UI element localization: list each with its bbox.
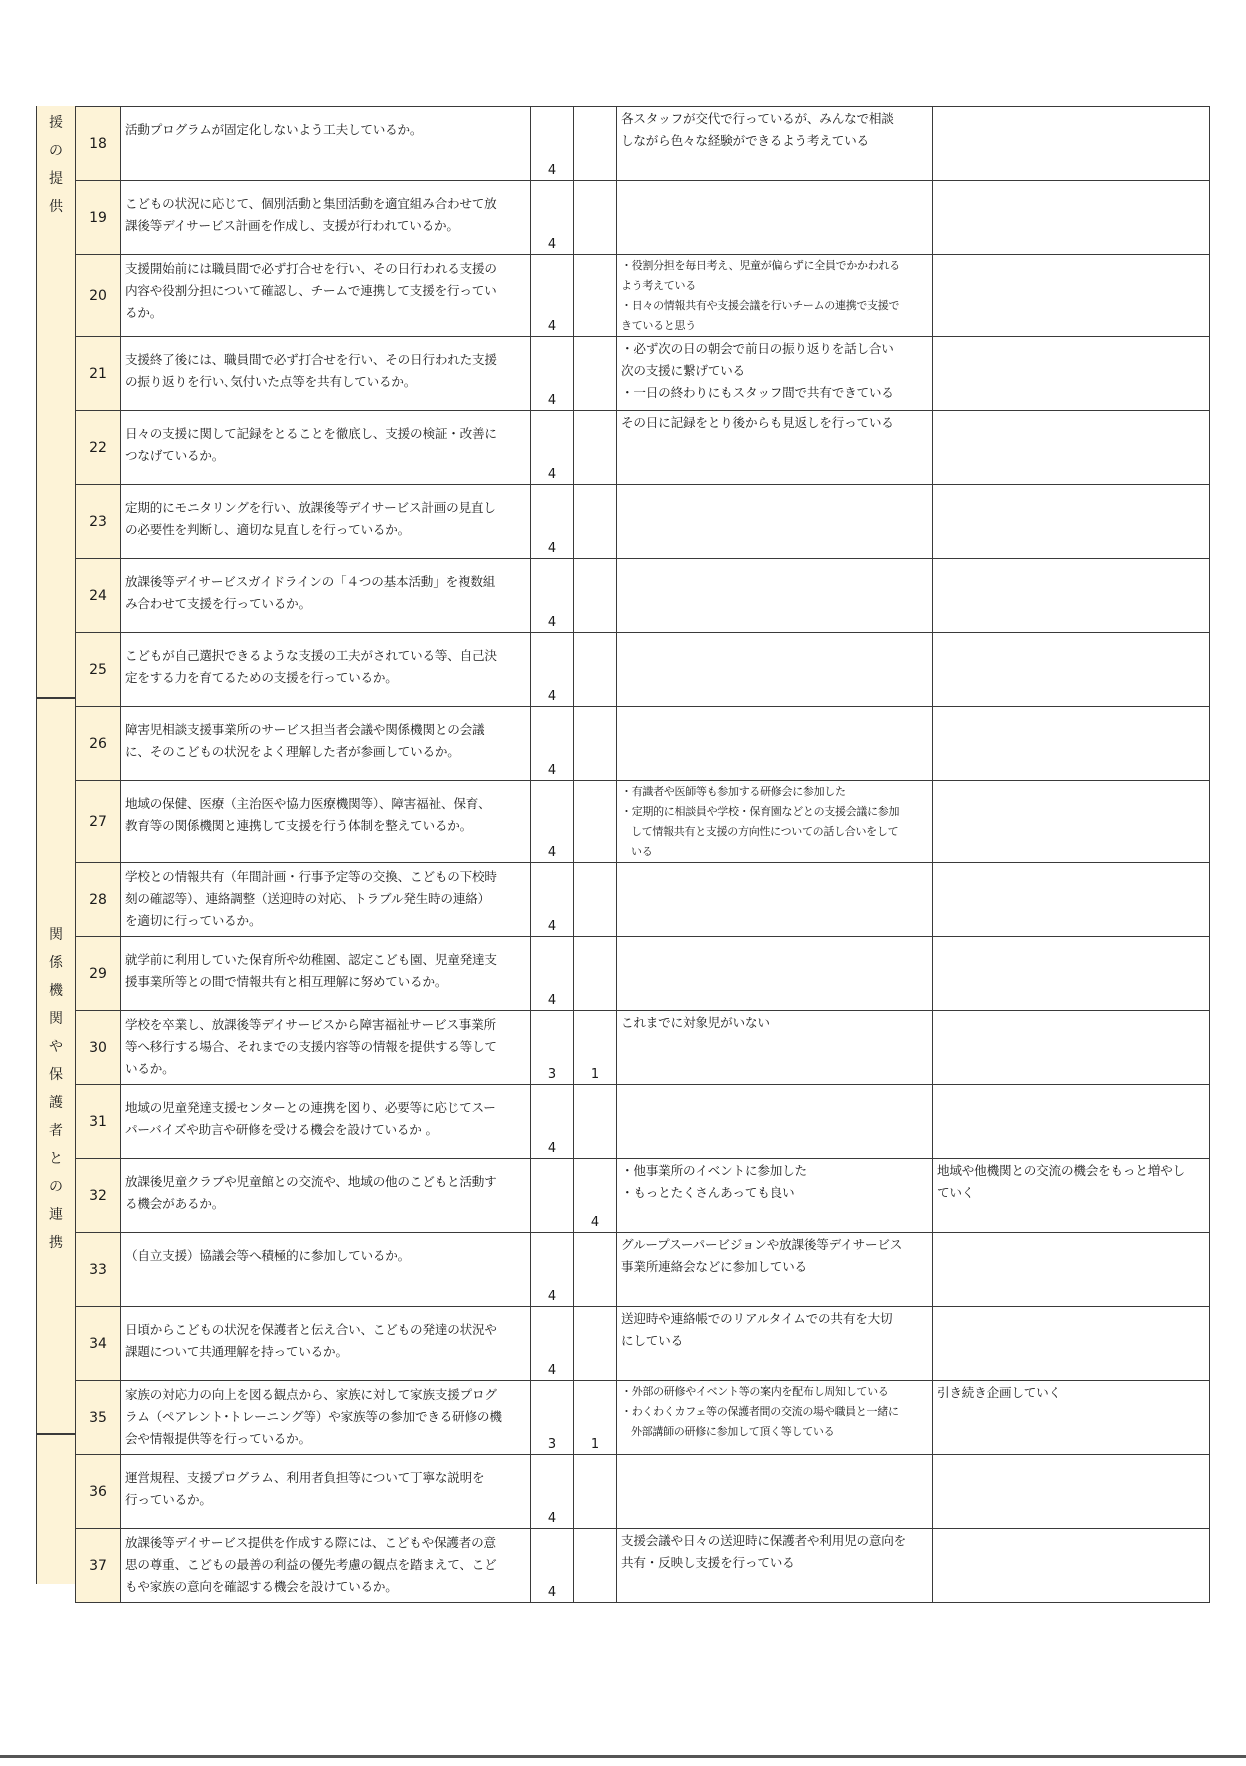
text-line: こどもの状況に応じて、個別活動と集団活動を適宜組み合わせて放 [125, 196, 497, 211]
text-line: その日に記録をとり後からも見返しを行っている [621, 415, 894, 430]
item-number: 29 [76, 937, 121, 1011]
text-line: ・役割分担を毎日考え、児童が偏らずに全員でかかわれる [621, 259, 900, 272]
no-count [574, 1233, 617, 1307]
text-line: ・外部の研修やイベント等の案内を配布し周知している [621, 1385, 889, 1398]
yes-count: 3 [531, 1011, 574, 1085]
text-line: る機会があるか。 [125, 1196, 225, 1211]
yes-count: 4 [531, 411, 574, 485]
item-number: 20 [76, 255, 121, 337]
text-line: 放課後等デイサービス提供を作成する際には、こどもや保護者の意 [125, 1535, 496, 1550]
text-line: 教育等の関係機関と連携して支援を行う体制を整えているか。 [125, 818, 473, 833]
text-line: 地域の保健、医療（主治医や協力医療機関等）、障害福祉、保育、 [125, 796, 491, 811]
text-line: ・必ず次の日の朝会で前日の振り返りを話し合い [621, 341, 894, 356]
no-count [574, 485, 617, 559]
item-number: 19 [76, 181, 121, 255]
comment-cell [617, 1381, 933, 1455]
table-row [76, 1529, 1210, 1603]
evaluation-rows [76, 107, 1210, 1603]
table-row [76, 485, 1210, 559]
text-line: 障害児相談支援事業所のサービス担当者会議や関係機関との会議 [125, 722, 485, 737]
question-cell [121, 107, 531, 181]
item-number: 31 [76, 1085, 121, 1159]
comment-cell [617, 1011, 933, 1085]
table-row [76, 559, 1210, 633]
question-cell [121, 1011, 531, 1085]
comment-cell [617, 255, 933, 337]
text-line: いるか。 [125, 1061, 175, 1076]
text-line: 放課後児童クラブや児童館との交流や、地域の他のこどもと活動す [125, 1174, 497, 1189]
item-number: 34 [76, 1307, 121, 1381]
item-number: 22 [76, 411, 121, 485]
yes-count: 4 [531, 181, 574, 255]
improvement-cell [933, 937, 1210, 1011]
text-line: 活動プログラムが固定化しないよう工夫しているか。 [125, 122, 423, 137]
text-line: 放課後等デイサービスガイドラインの「４つの基本活動」を複数組 [125, 574, 496, 589]
comment-cell [617, 107, 933, 181]
yes-count: 4 [531, 559, 574, 633]
question-cell [121, 337, 531, 411]
text-line: 課後等デイサービス計画を作成し、支援が行われているか。 [125, 218, 459, 233]
yes-count [531, 1159, 574, 1233]
table-row [76, 107, 1210, 181]
comment-cell [617, 1233, 933, 1307]
text-line: 共有・反映し支援を行っている [621, 1555, 795, 1570]
text-line: ・有識者や医師等も参加する研修会に参加した [621, 785, 846, 798]
improvement-cell [933, 1233, 1210, 1307]
table-row [76, 1307, 1210, 1381]
text-line: パーバイズや助言や研修を受ける機会を設けているか 。 [125, 1122, 438, 1137]
yes-count: 4 [531, 1307, 574, 1381]
item-number: 25 [76, 633, 121, 707]
text-line: よう考えている [621, 279, 696, 292]
no-count [574, 633, 617, 707]
text-line: ていく [937, 1185, 975, 1200]
yes-count: 4 [531, 485, 574, 559]
question-cell [121, 863, 531, 937]
table-row [76, 863, 1210, 937]
item-number: 30 [76, 1011, 121, 1085]
text-line: 支援開始前には職員間で必ず打合せを行い、その日行われる支援の [125, 261, 497, 276]
question-cell [121, 559, 531, 633]
item-number: 23 [76, 485, 121, 559]
table-row [76, 1381, 1210, 1455]
text-line: 運営規程、支援プログラム、利用者負担等について丁寧な説明を [125, 1470, 485, 1485]
table-row [76, 1085, 1210, 1159]
table-row [76, 337, 1210, 411]
comment-cell [617, 337, 933, 411]
text-line: ・定期的に相談員や学校・保育園などとの支援会議に参加 [621, 805, 900, 818]
text-line: ・日々の情報共有や支援会議を行いチームの連携で支援で [621, 299, 900, 312]
comment-cell [617, 411, 933, 485]
comment-cell [617, 781, 933, 863]
improvement-cell [933, 707, 1210, 781]
text-line: み合わせて支援を行っているか。 [125, 596, 311, 611]
improvement-cell [933, 1455, 1210, 1529]
text-line: の必要性を判断し、適切な見直しを行っているか。 [125, 522, 411, 537]
no-count [574, 707, 617, 781]
text-line: こどもが自己選択できるような支援の工夫がされている等、自己決 [125, 648, 497, 663]
question-cell [121, 1159, 531, 1233]
question-cell [121, 707, 531, 781]
question-cell [121, 1455, 531, 1529]
yes-count: 4 [531, 255, 574, 337]
no-count [574, 181, 617, 255]
text-line: にしている [621, 1333, 683, 1348]
text-line: 援事業所等との間で情報共有と相互理解に努めているか。 [125, 974, 448, 989]
comment-cell [617, 1159, 933, 1233]
table-row [76, 255, 1210, 337]
yes-count: 4 [531, 937, 574, 1011]
comment-cell [617, 1085, 933, 1159]
question-cell [121, 485, 531, 559]
text-line: もや家族の意向を確認する機会を設けているか。 [125, 1579, 398, 1594]
improvement-cell [933, 633, 1210, 707]
comment-cell [617, 1529, 933, 1603]
improvement-cell [933, 411, 1210, 485]
question-cell [121, 1233, 531, 1307]
text-line: グループスーパービジョンや放課後等デイサービス [621, 1237, 903, 1252]
no-count [574, 1455, 617, 1529]
text-line: 定をする力を育てるための支援を行っているか。 [125, 670, 398, 685]
improvement-cell [933, 107, 1210, 181]
text-line: 等へ移行する場合、それまでの支援内容等の情報を提供する等して [125, 1039, 497, 1054]
improvement-cell [933, 1159, 1210, 1233]
no-count: 1 [574, 1011, 617, 1085]
item-number: 24 [76, 559, 121, 633]
text-line: 思の尊重、こどもの最善の利益の優先考慮の観点を踏まえて、こど [125, 1557, 497, 1572]
text-line: ・他事業所のイベントに参加した [621, 1163, 807, 1178]
text-line: 課題について共通理解を持っているか。 [125, 1344, 348, 1359]
question-cell [121, 937, 531, 1011]
item-number: 28 [76, 863, 121, 937]
text-line: （自立支援）協議会等へ積極的に参加しているか。 [125, 1248, 411, 1263]
text-line: 地域の児童発達支援センターとの連携を図り、必要等に応じてスー [125, 1100, 496, 1115]
question-cell [121, 1529, 531, 1603]
question-cell [121, 1085, 531, 1159]
table-row [76, 1011, 1210, 1085]
item-number: 18 [76, 107, 121, 181]
category-label: 関係機関や保護者との連携 [49, 927, 63, 1251]
question-cell [121, 181, 531, 255]
yes-count: 4 [531, 707, 574, 781]
text-line: 日頃からこどもの状況を保護者と伝え合い、こどもの発達の状況や [125, 1322, 497, 1337]
no-count [574, 1529, 617, 1603]
improvement-cell [933, 337, 1210, 411]
text-line: 送迎時や連絡帳でのリアルタイムでの共有を大切 [621, 1311, 893, 1326]
improvement-cell [933, 1529, 1210, 1603]
yes-count: 4 [531, 107, 574, 181]
no-count [574, 411, 617, 485]
yes-count: 4 [531, 1455, 574, 1529]
comment-cell [617, 707, 933, 781]
text-line: ラム（ペアレント･トレーニング等）や家族等の参加できる研修の機 [125, 1409, 502, 1424]
comment-cell [617, 181, 933, 255]
text-line: つなげているか。 [125, 448, 225, 463]
yes-count: 4 [531, 633, 574, 707]
improvement-cell [933, 485, 1210, 559]
item-number: 26 [76, 707, 121, 781]
yes-count: 3 [531, 1381, 574, 1455]
category-label: 援の提供 [49, 115, 63, 215]
no-count [574, 781, 617, 863]
text-line: 引き続き企画していく [937, 1385, 1061, 1400]
text-line: 就学前に利用していた保育所や幼稚園、認定こども園、児童発達支 [125, 952, 497, 967]
page-bottom-rule [0, 1755, 1246, 1758]
no-count [574, 1085, 617, 1159]
question-cell [121, 1381, 531, 1455]
improvement-cell [933, 1085, 1210, 1159]
evaluation-table [75, 106, 1210, 1603]
item-number: 36 [76, 1455, 121, 1529]
item-number: 27 [76, 781, 121, 863]
no-count: 1 [574, 1381, 617, 1455]
item-number: 33 [76, 1233, 121, 1307]
no-count [574, 337, 617, 411]
comment-cell [617, 485, 933, 559]
comment-cell [617, 559, 933, 633]
text-line: 家族の対応力の向上を図る観点から、家族に対して家族支援プログ [125, 1387, 497, 1402]
text-line: 地域や他機関との交流の機会をもっと増やし [937, 1163, 1185, 1178]
category-cell-support-provision [36, 106, 76, 698]
comment-cell [617, 937, 933, 1011]
table-row [76, 781, 1210, 863]
no-count: 4 [574, 1159, 617, 1233]
item-number: 32 [76, 1159, 121, 1233]
table-row [76, 1233, 1210, 1307]
comment-cell [617, 863, 933, 937]
yes-count: 4 [531, 1085, 574, 1159]
question-cell [121, 1307, 531, 1381]
improvement-cell [933, 255, 1210, 337]
category-cell-explanation [36, 1434, 76, 1584]
text-line: るか。 [125, 305, 163, 320]
item-number: 35 [76, 1381, 121, 1455]
table-row [76, 181, 1210, 255]
table-row [76, 411, 1210, 485]
yes-count: 4 [531, 1233, 574, 1307]
text-line: ・一日の終わりにもスタッフ間で共有できている [621, 385, 894, 400]
improvement-cell [933, 1381, 1210, 1455]
no-count [574, 107, 617, 181]
question-cell [121, 633, 531, 707]
text-line: 事業所連絡会などに参加している [621, 1259, 807, 1274]
yes-count: 4 [531, 863, 574, 937]
category-cell-collaboration [36, 698, 76, 1434]
question-cell [121, 781, 531, 863]
text-line: きていると思う [621, 319, 696, 332]
text-line: これまでに対象児がいない [621, 1015, 770, 1030]
comment-cell [617, 633, 933, 707]
text-line: 支援終了後には、職員間で必ず打合せを行い、その日行われた支援 [125, 352, 497, 367]
improvement-cell [933, 1307, 1210, 1381]
text-line: 内容や役割分担について確認し、チームで連携して支援を行ってい [125, 283, 497, 298]
table-row [76, 633, 1210, 707]
text-line: に、そのこどもの状況をよく理解した者が参画しているか。 [125, 744, 460, 759]
comment-cell [617, 1307, 933, 1381]
text-line: 定期的にモニタリングを行い、放課後等デイサービス計画の見直し [125, 500, 496, 515]
table-row [76, 707, 1210, 781]
yes-count: 4 [531, 781, 574, 863]
text-line: して情報共有と支援の方向性についての話し合いをして [631, 825, 899, 838]
question-cell [121, 411, 531, 485]
yes-count: 4 [531, 1529, 574, 1603]
text-line: 日々の支援に関して記録をとることを徹底し、支援の検証・改善に [125, 426, 497, 441]
text-line: 刻の確認等）、連絡調整（送迎時の対応、トラブル発生時の連絡） [125, 891, 491, 906]
no-count [574, 937, 617, 1011]
table-row [76, 1455, 1210, 1529]
no-count [574, 559, 617, 633]
text-line: 各スタッフが交代で行っているが、みんなで相談 [621, 111, 894, 126]
table-row [76, 1159, 1210, 1233]
text-line: の振り返りを行い､気付いた点等を共有しているか。 [125, 374, 417, 389]
yes-count: 4 [531, 337, 574, 411]
text-line: ・わくわくカフェ等の保護者間の交流の場や職員と一緒に [621, 1405, 899, 1418]
text-line: しながら色々な経験ができるよう考えている [621, 133, 869, 148]
text-line: 外部講師の研修に参加して頂く等している [631, 1425, 835, 1438]
item-number: 37 [76, 1529, 121, 1603]
no-count [574, 863, 617, 937]
text-line: 学校との情報共有（年間計画・行事予定等の交換、こどもの下校時 [125, 869, 497, 884]
improvement-cell [933, 181, 1210, 255]
improvement-cell [933, 1011, 1210, 1085]
item-number: 21 [76, 337, 121, 411]
text-line: 支援会議や日々の送迎時に保護者や利用児の意向を [621, 1533, 907, 1548]
text-line: ・もっとたくさんあっても良い [621, 1185, 795, 1200]
table-row [76, 937, 1210, 1011]
improvement-cell [933, 781, 1210, 863]
comment-cell [617, 1455, 933, 1529]
text-line: いる [631, 845, 653, 858]
improvement-cell [933, 559, 1210, 633]
text-line: 学校を卒業し、放課後等デイサービスから障害福祉サービス事業所 [125, 1017, 496, 1032]
text-line: を適切に行っているか。 [125, 913, 262, 928]
text-line: 会や情報提供等を行っているか。 [125, 1431, 311, 1446]
text-line: 行っているか。 [125, 1492, 212, 1507]
no-count [574, 255, 617, 337]
question-cell [121, 255, 531, 337]
text-line: 次の支援に繋げている [621, 363, 745, 378]
improvement-cell [933, 863, 1210, 937]
no-count [574, 1307, 617, 1381]
